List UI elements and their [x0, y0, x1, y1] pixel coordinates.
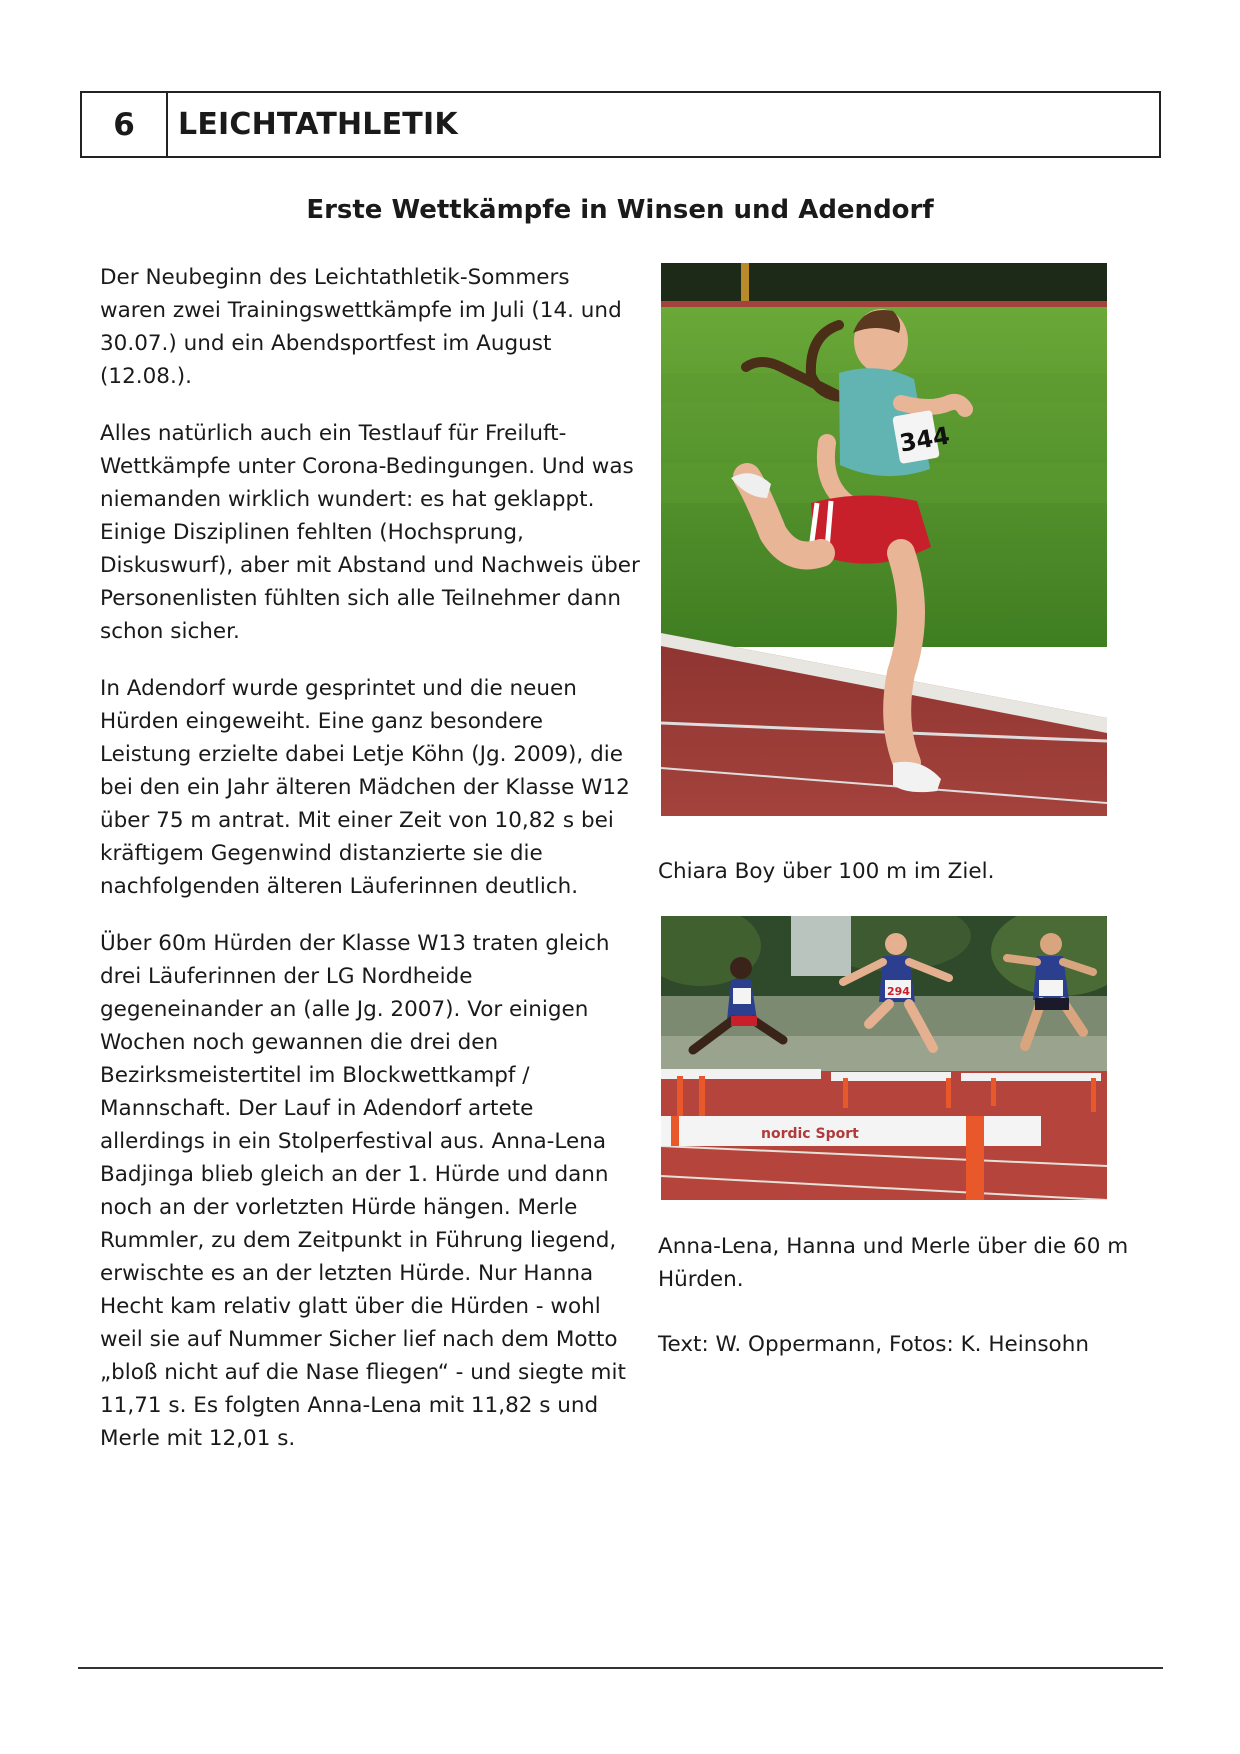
- hurdle-brand-text: nordic Sport: [761, 1126, 859, 1142]
- runner-middle-bib: 294: [887, 985, 910, 998]
- article-paragraph: Der Neubeginn des Leichtathletik-Sommers waren zwei Trainingswettkämpfe im Juli (14. und 30.07.) und ein Abendsportfest im August (12.08.).: [100, 265, 622, 389]
- article-paragraph: In Adendorf wurde gesprintet und die neuen Hürden eingeweiht. Eine ganz besondere Leistung erzielte dabei Letje Köhn (Jg. 2009), die bei den ein Jahr älteren Mädchen der Klasse W12 über 75 m antrat. Mit einer Zeit von 10,82 s bei kräftigem Gegenwind distanzierte sie die nachfolgenden älteren Läuferinnen deutlich.: [100, 676, 630, 899]
- section-header: [80, 91, 1161, 158]
- photo-caption: Chiara Boy über 100 m im Ziel.: [658, 859, 995, 884]
- section-title: LEICHTATHLETIK: [178, 107, 458, 142]
- sprinter-bib: 344: [897, 421, 952, 458]
- footer-rule: [78, 1667, 1163, 1669]
- article-paragraph: Über 60m Hürden der Klasse W13 traten gleich drei Läuferinnen der LG Nordheide gegeneinander an (alle Jg. 2007). Vor einigen Wochen noch gewannen die drei den Bezirksmeistertitel im Blockwettkampf / Mannschaft. Der Lauf in Adendorf artete allerdings in ein Stolperfestival aus. Anna-Lena Badjinga blieb gleich an der 1. Hürde und dann noch an der vorletzten Hürde hängen. Merle Rummler, zu dem Zeitpunkt in Führung liegend, erwischte es an der letzten Hürde. Nur Hanna Hecht kam relativ glatt über die Hürden - wohl weil sie auf Nummer Sicher lief nach dem Motto „bloß nicht auf die Nase fliegen“ - und siegte mit 11,71 s. Es folgten Anna-Lena mit 11,82 s und Merle mit 12,01 s.: [100, 931, 626, 1451]
- article-paragraph: Alles natürlich auch ein Testlauf für Freiluft-Wettkämpfe unter Corona-Bedingungen. Und was niemanden wirklich wundert: es hat geklappt. Einige Disziplinen fehlten (Hochsprung, Diskuswurf), aber mit Abstand und Nachweis über Personenlisten fühlten sich alle Teilnehmer dann schon sicher.: [100, 421, 640, 644]
- page-number: 6: [82, 93, 168, 156]
- sprinter-photo: [661, 263, 1107, 816]
- credit-line: Text: W. Oppermann, Fotos: K. Heinsohn: [658, 1332, 1089, 1357]
- article-headline: Erste Wettkämpfe in Winsen und Adendorf: [306, 195, 934, 225]
- hurdles-photo: [661, 916, 1107, 1200]
- article-body: [100, 261, 640, 1479]
- photo-caption: Anna-Lena, Hanna und Merle über die 60 m Hürden.: [658, 1234, 1129, 1292]
